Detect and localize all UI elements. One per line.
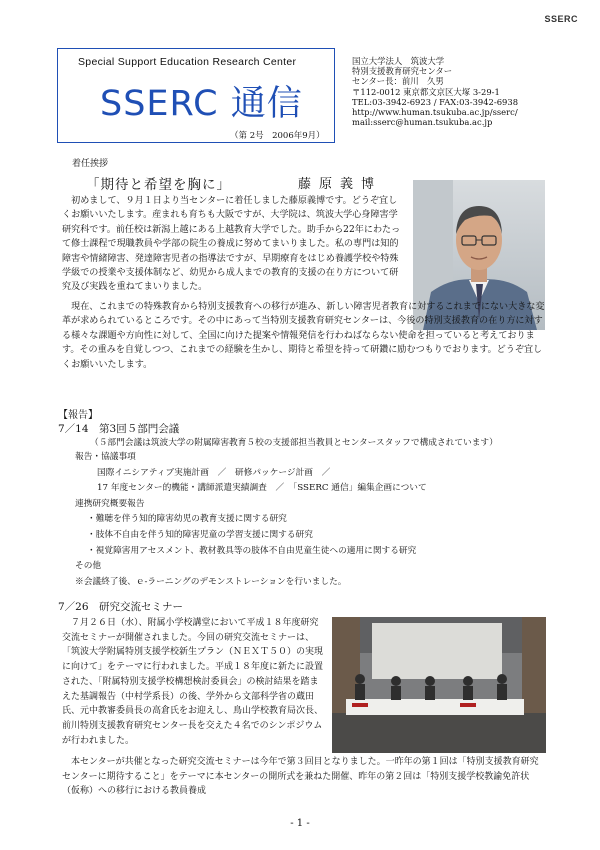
organization-info [352,56,518,127]
report-list-line: ・難聴を伴う知的障害幼児の教育支援に関する研究 [87,514,287,525]
report-list-line: 17 年度センター的機能・講師派遣実績調査 ／ 「SSERC 通信」編集企画について [97,483,427,494]
org-line: 特別支援教育研究センター [352,66,453,77]
page-number: - 1 - [290,818,310,829]
report-list-line: ・視覚障害用アセスメント、教材教具等の肢体不自由児童生徒への適用に関する研究 [87,545,417,556]
org-phone: TEL:03-3942-6923 / FAX:03-3942-6938 [352,96,519,107]
greeting-section-label: 着任挨拶 [72,159,109,169]
org-email: mail:sserc@human.tsukuba.ac.jp [352,117,493,128]
org-url: http://www.human.tsukuba.ac.jp/sserc/ [352,107,518,118]
seminar-symposium-photo [332,617,546,753]
report-item-list [75,450,545,590]
report-item-title: 7／26 研究交流セミナー [58,601,184,613]
greeting-author: 藤原義博 [298,177,383,192]
corner-label: SSERC [544,14,578,24]
center-english-name: Special Support Education Research Center [78,56,297,68]
greeting-paragraph: 現在、これまでの特殊教育から特別支援教育への移行が進み、新しい障害児者教育に対するこれまでにない大きな変革が求められているところです。その中にあって当特別支援教育研究センターは、今後の特別支援教育の在り方に対する様々な課題や方向性に対して、全国に向けた提案や情報発信を行わねばならない使命を担っていると考えております。その重みを自覚しつつ、これまでの経験を生かし、期待と希望を持って研鑽に励むつもりでおります。どうぞ宜しくお願いいたします。 [62,302,545,370]
report-list-line: 国際イニシアティブ実施計画 ／ 研修パッケージ計画 ／ [97,467,331,478]
seminar-paragraph: 本センターが共催となった研究交流セミナーは今年で第３回目となりました。一昨年の第１回は「特別支援教育研究センターに期待すること」をテーマに本センターの開所式を兼ねた開催、昨年の第２回は「特別支援学校教諭免許状（仮称）への移行における教員養成 [62,757,539,797]
greeting-paragraph: 初めまして、９月１日より当センターに着任しました藤原義博です。どうぞ宜しくお願いいたします。産まれも育ちも大阪ですが、大学院は、筑波大学心身障害学研究科です。前任校は新潟上越にある上越教育大学でした。助手から22年にわたって修士課程で現職教員や学部の院生の養成に努めてまいりました。私の専門は知的障害や情緒障害、発達障害児者の指導法ですが、早期療育をはじめ養護学校や特殊学級での授業や支援体制など、幼児から成人までの教育的支援の在り方について研究及び実践を重ねてまいりました。 [62,196,401,293]
report-list-line: その他 [75,561,102,572]
report-item-note: （５部門会議は筑波大学の附属障害教育５校の支援部担当教員とセンタースタッフで構成されています） [90,438,498,448]
masthead-title: SSERC 通信 [100,84,303,124]
report-item-title: 7／14 第3回５部門会議 [58,423,180,435]
report-list-line: ※会議終了後、ｅ-ラーニングのデモンストレーションを行いました。 [75,576,347,587]
report-list-line: 連携研究概要報告 [75,498,145,509]
report-list-line: 報告・協議事項 [75,452,136,462]
org-address: 〒112-0012 東京都文京区大塚 3-29-1 [352,86,500,97]
report-section-label: 【報告】 [58,410,98,421]
report-list-line: ・肢体不自由を伴う知的障害児童の学習支援に関する研究 [87,529,313,540]
org-line: 国立大学法人 筑波大学 [352,56,445,66]
greeting-title: 「期待と希望を胸に」 [86,177,231,193]
issue-info: （第 2号 2006年9月） [230,131,325,141]
seminar-paragraph: ７月２６日（水）、附属小学校講堂において平成１８年度研究交流セミナーが開催されました。今回の研究交流セミナーは、「筑波大学附属特別支援学校新生プラン（ＮＥＸＴ５０）の実現に向けて」をテーマに行われました。平成１８年度に新たに設置された、「附属特別支援学校構想検討委員会」の検討結果を踏まえた基調報告（中村学系長）の後、学外から文部科学省の蔵田氏、元中教審委員長の高倉氏をお迎えし、鳥山学校教育局次長、前川特別支援教育研究センター長を交えた４名でのシンポジウムが行われました。 [62,618,324,746]
org-line: センター長：前川 久男 [352,76,444,87]
